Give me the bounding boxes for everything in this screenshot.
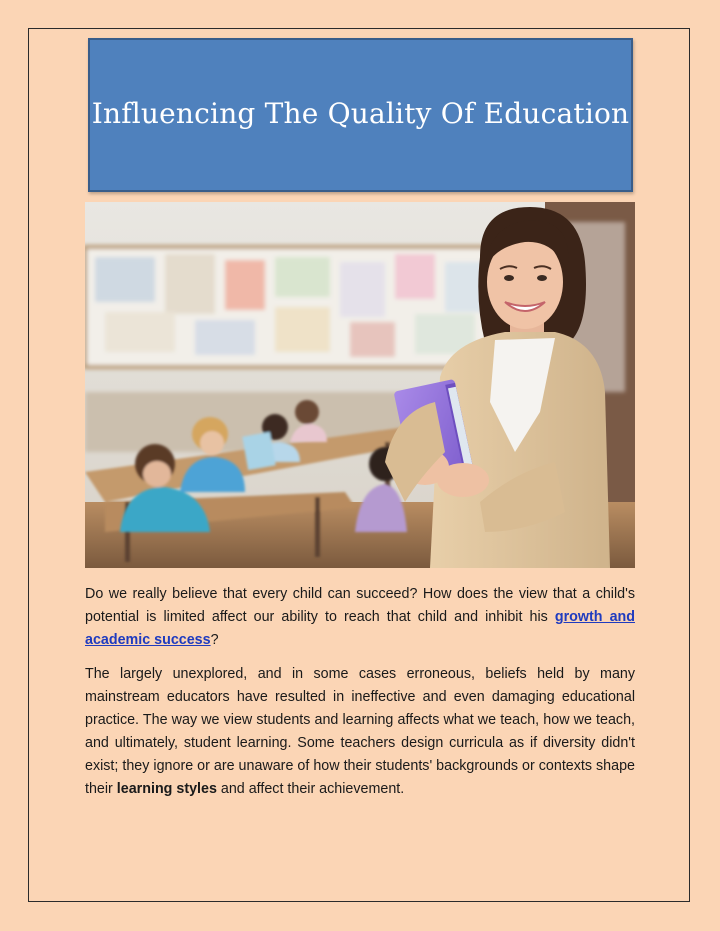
learning-styles-emphasis: learning styles — [116, 781, 217, 797]
article-body — [85, 583, 635, 812]
paragraph-2: The largely unexplored, and in some cases erroneous, beliefs held by many mainstream educators have resulted in ineffective and even damaging educational practice. The way we view students and learning affects what we teach, how we teach, and ultimately, student learning. Some teachers design curricula as if diversity didn't exist; they ignore or are unaware of how their students' backgrounds or contexts shape their learning styles and affect their achievement. — [85, 666, 635, 797]
growth-academic-success-link[interactable]: growth and academic success — [85, 609, 635, 648]
paragraph-1: Do we really believe that every child can succeed? How does the view that a child's potential is limited affect our ability to reach that child and inhibit his growth and academic success? — [85, 586, 635, 648]
page-title: Influencing The Quality Of Education — [91, 96, 630, 130]
title-banner — [88, 38, 633, 192]
classroom-teacher-photo — [85, 202, 635, 568]
